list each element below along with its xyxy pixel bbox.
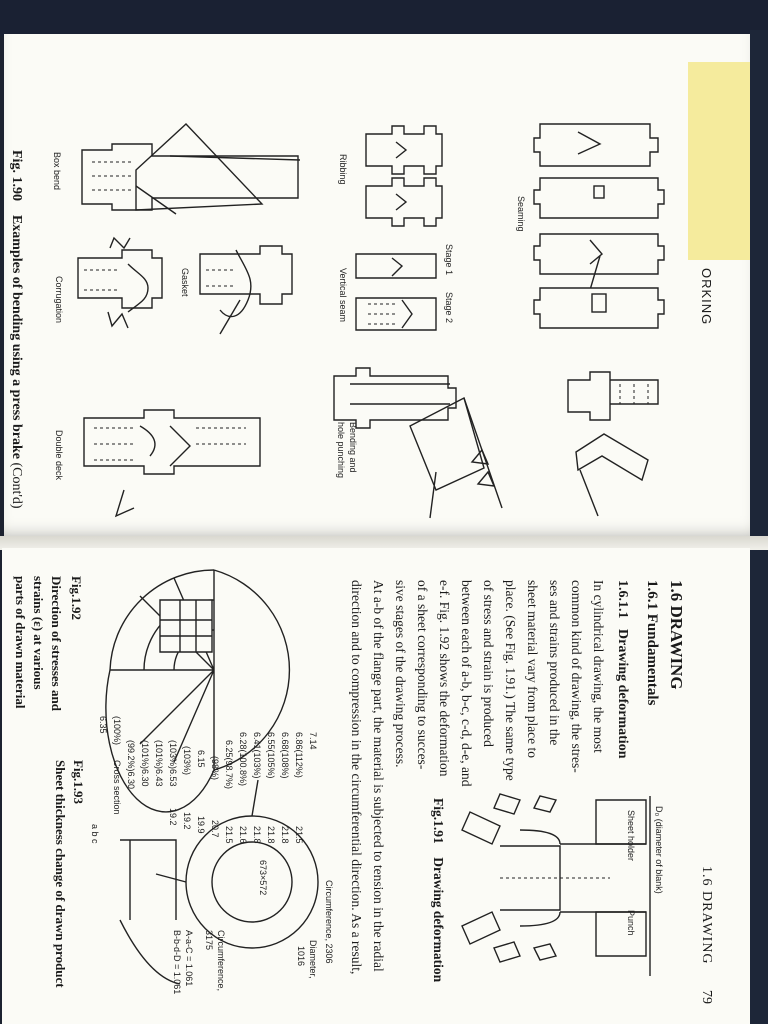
right-value: 21.8 [280, 826, 290, 844]
right-value: 19.9 [196, 816, 206, 834]
thickness-value: (100%) [112, 716, 122, 746]
thickness-value: (99.2%)6.30 [126, 740, 136, 790]
para-line: of stress and strain is produced [481, 580, 496, 747]
label-stage1: Stage 1 [444, 244, 454, 276]
para-line: place. (See Fig. 1.91.) The same type [503, 580, 518, 781]
thickness-value: 7.14 [308, 732, 318, 750]
section-heading: 1.6 DRAWING [667, 580, 686, 690]
fig192-label: Fig.1.92 [69, 576, 84, 621]
thickness-value: 6.86(112%) [294, 732, 304, 778]
thickness-value: 6.28(100.8%) [238, 732, 248, 787]
running-head: 1.6 DRAWING [699, 866, 714, 965]
fig193-abc: a b c [90, 824, 100, 844]
para-line: between each of a-b, b-c, c-d, d-e, and [459, 580, 474, 787]
right-value: 19.2 [182, 812, 192, 830]
label-vertical-seam: Vertical seam [338, 268, 348, 323]
fig193-ratio-bd: B-b-d-D = 1.061 [172, 930, 182, 995]
label-bending-1: Bending and [348, 422, 358, 473]
fig193-text: Sheet thickness change of drawn product [53, 760, 68, 988]
fig190-suffix: (Cont'd) [9, 462, 24, 509]
fig193-center: 673×572 [258, 860, 268, 896]
para-line: sheet material vary from place to [525, 580, 540, 759]
right-value: 21.8 [266, 826, 276, 844]
right-value: 21.5 [224, 826, 234, 844]
fig192-line: Direction of stresses and [49, 576, 64, 711]
thickness-value: (101%)6.43 [154, 740, 164, 787]
para-line: ses and strains produced in the [547, 580, 562, 746]
para-line: of a sheet corresponding to succes- [415, 580, 430, 770]
thickness-value: 6.68(108%) [280, 732, 290, 779]
fig191-punch: Punch [626, 910, 636, 936]
right-value: 20.7 [210, 820, 220, 838]
right-value: 21.8 [252, 826, 262, 844]
subsubsection-number: 1.6.1.1 [615, 580, 630, 619]
fig193-label: Fig.1.93 [71, 760, 86, 805]
chapter-header-fragment: ORKING [699, 268, 714, 326]
fig193-circumference-top: Circumference, 2306 [324, 880, 334, 964]
thickness-value: 6.25(98.7%) [224, 740, 234, 790]
right-value: 21.5 [294, 826, 304, 844]
fig193-diameter-val: 1016 [296, 946, 306, 967]
fig193-circumference-bottom: Circumference, [216, 930, 226, 992]
fig190-text: Examples of bending using a press brake [9, 214, 24, 459]
fig193-ratio-ac: A-a-C = 1.061 [184, 930, 194, 987]
thickness-value: (98%) [210, 756, 220, 781]
thickness-value: 6.41(103%) [252, 732, 262, 779]
right-value: 19.2 [168, 808, 178, 826]
fig191-label: Fig.1.91 [431, 798, 446, 844]
label-ribbing: Ribbing [338, 154, 348, 185]
thickness-value: 6.35 [98, 716, 108, 734]
fig192-line: strains (ε) at various [31, 576, 46, 690]
thickness-value: (103%)6.53 [168, 740, 178, 787]
fig191-text: Drawing deformation [431, 857, 446, 983]
thickness-value: (103%) [182, 746, 192, 776]
fig190-label: Fig. 1.90 [9, 150, 24, 201]
para-line: e-f. Fig. 1.92 shows the deformation [437, 580, 452, 777]
fig192-line: parts of drawn material [13, 576, 28, 709]
para-line: common kind of drawing, the stres- [569, 580, 584, 773]
label-gasket: Gasket [180, 268, 190, 297]
label-box-bend: Box bend [52, 152, 62, 191]
thickness-value: 6.15 [196, 750, 206, 768]
label-double-deck: Double deck [54, 430, 64, 481]
thickness-value: 6.55(105%) [266, 732, 276, 779]
para-line: In cylindrical drawing, the most [591, 580, 606, 753]
label-stage2: Stage 2 [444, 292, 454, 324]
para-line: direction and to compression in the circumferential direction. As a result, [349, 580, 364, 975]
label-seaming: Seaming [516, 196, 526, 232]
fig193-circumference-bottom-val: 3175 [204, 930, 214, 951]
fig193-diameter: Diameter, [308, 940, 318, 979]
thickness-value: (101%)6.30 [140, 740, 150, 787]
label-bending-2: hole punching [336, 422, 346, 479]
para-line: At a-b of the flange part, the material is subjected to tension in the radial [371, 580, 386, 972]
subsection-heading: 1.6.1 Fundamentals [644, 580, 660, 706]
page-number: 79 [699, 990, 714, 1004]
right-value: 21.6 [238, 826, 248, 844]
label-corrugation: Corrugation [54, 276, 64, 324]
fig191-sheet-holder: Sheet holder [626, 810, 636, 862]
para-line: sive stages of the drawing process. [393, 580, 408, 768]
fig191-blank-label: D₀ (diameter of blank) [654, 806, 664, 894]
fig193-cross-section: Cross section [112, 760, 122, 815]
subsubsection-title: Drawing deformation [615, 629, 630, 759]
